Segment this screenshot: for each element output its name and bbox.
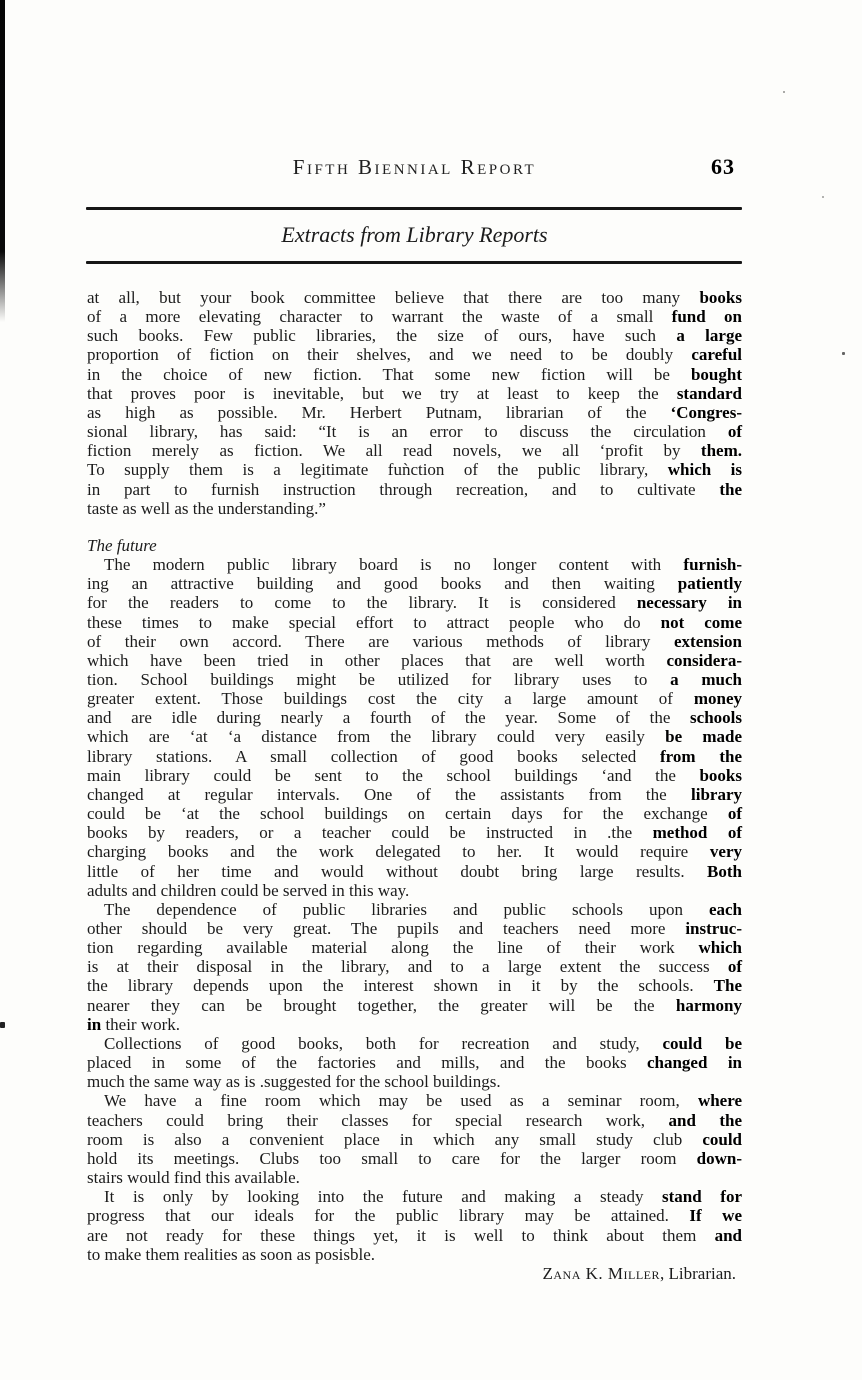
text-line: progress that our ideals for the public library may be attained. If we <box>87 1206 742 1226</box>
body-text <box>87 288 742 1283</box>
text-line: Collections of good books, both for recreation and study, could be <box>104 1033 742 1053</box>
text-line: charging books and the work delegated to her. It would require very <box>87 842 742 862</box>
text-line: library stations. A small collection of good books selected from the <box>87 746 742 766</box>
text-line: in the choice of new fiction. That some new fiction will be bought <box>87 364 742 384</box>
paragraph <box>87 288 742 518</box>
text-line: sional library, has said: “It is an error to discuss the circulation of <box>87 422 742 442</box>
text-line: main library could be sent to the school buildings ‘and the books <box>87 765 742 785</box>
paragraph <box>87 900 742 1034</box>
paragraph <box>87 1187 742 1264</box>
text-line: proportion of fiction on their shelves, and we need to be doubly careful <box>87 345 742 365</box>
text-line: other should be very great. The pupils and teachers need more instruc- <box>87 919 742 938</box>
text-line: little of her time and would without doubt bring large results. Both <box>87 861 742 881</box>
text-line: tion regarding available material along the line of their work which <box>87 938 742 958</box>
paragraph <box>87 1091 742 1187</box>
divider-rule-top <box>86 207 742 210</box>
paragraph <box>87 555 742 900</box>
text-line: could be ‘at the school buildings on certain days for the exchange of <box>87 804 742 824</box>
running-header-title: Fifth Biennial Report <box>292 155 537 179</box>
text-line: greater extent. Those buildings cost the city a large amount of money <box>87 689 742 709</box>
scan-speck <box>842 352 845 355</box>
text-line: in their work. <box>87 1014 181 1034</box>
scan-speck <box>783 91 785 93</box>
text-line: adults and children could be served in this way. <box>87 880 410 900</box>
section-title: Extracts from Library Reports <box>281 222 548 247</box>
text-line: are not ready for these things yet, it is well to think about them and <box>87 1225 742 1245</box>
text-line: taste as well as the understanding.” <box>87 498 326 518</box>
text-line: hold its meetings. Clubs too small to care for the larger room down- <box>87 1148 742 1168</box>
text-line: room is also a convenient place in which any small study club could <box>87 1129 742 1149</box>
text-line: to make them realities as soon as posisble. <box>87 1244 375 1264</box>
text-line: It is only by looking into the future and making a steady stand for <box>104 1187 742 1207</box>
text-line: at all, but your book committee believe that there are too many books <box>87 288 742 307</box>
subheading: The future <box>87 535 157 555</box>
text-line: for the readers to come to the library. It is considered necessary in <box>87 593 743 613</box>
scan-speck <box>822 196 824 198</box>
scan-edge-artifact <box>0 0 5 322</box>
text-line: such books. Few public libraries, the size of ours, have such a large <box>87 326 742 346</box>
text-line: is at their disposal in the library, and to a large extent the success of <box>87 957 742 977</box>
text-line: We have a fine room which may be used as a seminar room, where <box>104 1091 742 1111</box>
text-line: that proves poor is inevitable, but we try at least to keep the standard <box>87 383 742 403</box>
text-line: changed at regular intervals. One of the assistants from the library <box>87 784 742 804</box>
signature: Zana K. Miller, Librarian. <box>542 1263 736 1283</box>
text-line: of a more elevating character to warrant the waste of a small fund on <box>87 307 742 327</box>
text-line: which are ‘at ‘a distance from the library could very easily be made <box>87 727 742 747</box>
text-line: nearer they can be brought together, the greater will be the harmony <box>87 995 742 1015</box>
text-line: The dependence of public libraries and public schools upon each <box>104 899 742 919</box>
text-line: in part to furnish instruction through recreation, and to cultivate the <box>87 479 742 499</box>
text-line: ing an attractive building and good books and then waiting patiently <box>87 574 742 594</box>
text-line: and are idle during nearly a fourth of the year. Some of the schools <box>87 708 742 728</box>
text-line: as high as possible. Mr. Herbert Putnam, librarian of the ‘Congres- <box>87 402 742 422</box>
page-number: 63 <box>711 154 735 179</box>
text-line: these times to make special effort to attract people who do not come <box>87 612 742 632</box>
text-line: the library depends upon the interest shown in it by the schools. The <box>87 976 742 996</box>
text-line: teachers could bring their classes for special research work, and the <box>87 1110 742 1130</box>
text-line: placed in some of the factories and mills, and the books changed in <box>87 1053 742 1073</box>
text-line: of their own accord. There are various methods of library extension <box>87 631 742 651</box>
text-line: To supply them is a legitimate fuǹction of the public library, which is <box>87 460 743 480</box>
text-line: tion. School buildings might be utilized for library uses to a much <box>87 669 742 689</box>
text-line: which have been tried in other places that are well worth considera- <box>87 650 742 670</box>
paragraph <box>87 1034 742 1091</box>
divider-rule-bottom <box>86 261 742 264</box>
text-line: books by readers, or a teacher could be instructed in .the method of <box>87 823 742 843</box>
text-line: fiction merely as fiction. We all read novels, we all ‘profit by them. <box>87 441 742 461</box>
text-line: The modern public library board is no longer content with furnish- <box>104 555 742 575</box>
page-header <box>87 155 742 183</box>
signature-name: Zana K. Miller <box>542 1263 660 1283</box>
text-line: stairs would find this available. <box>87 1168 300 1188</box>
scan-speck <box>0 1022 5 1028</box>
text-line: much the same way as is .suggested for the school buildings. <box>87 1072 501 1092</box>
